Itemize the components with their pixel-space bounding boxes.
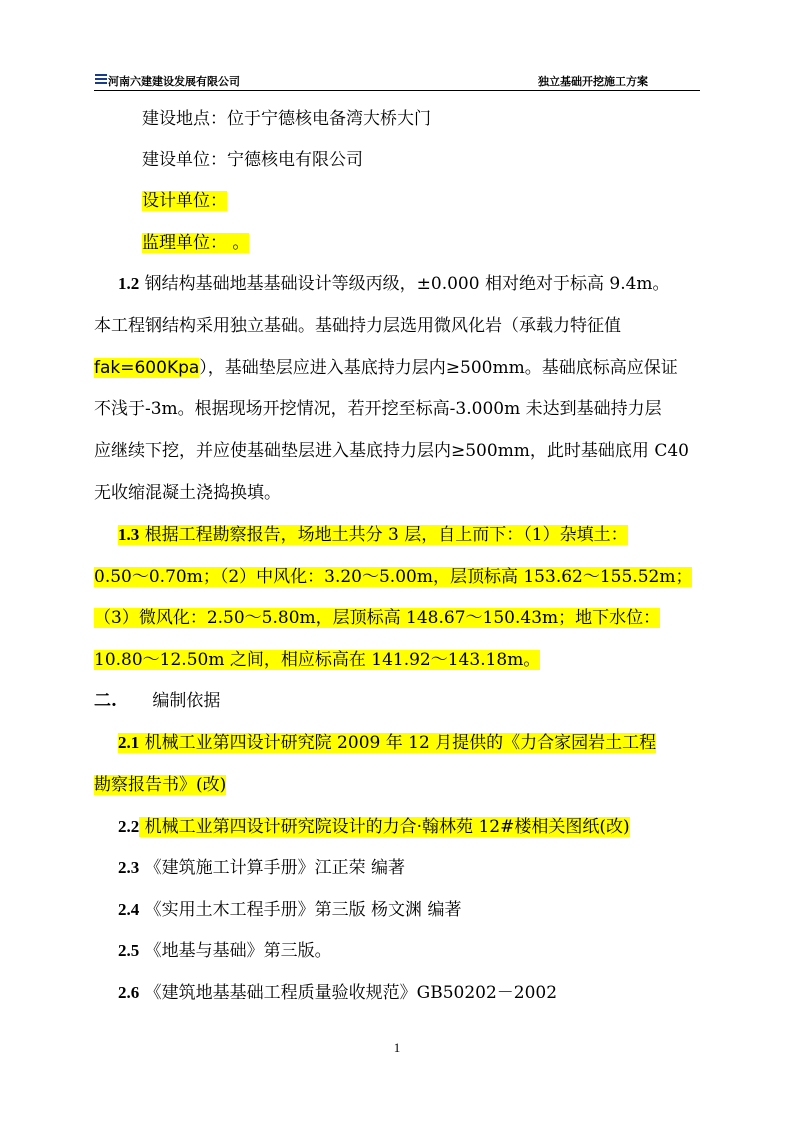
section-2-heading [94, 689, 220, 713]
basis-item-2-2 [118, 815, 728, 839]
basis-number: 2.1 [118, 733, 140, 752]
para-1-2-number: 1.2 [118, 274, 140, 293]
basis-text: 《建筑施工计算手册》江正荣 编著 [139, 858, 406, 878]
fak-value: fak=600Kpa [94, 358, 200, 378]
basis-item-2-6 [118, 981, 728, 1005]
para-1-3-line-3 [94, 606, 704, 630]
basis-text-cont: 勘察报告书》(改) [94, 775, 227, 795]
company-logo-icon [94, 73, 108, 85]
para-1-3-line-1 [118, 523, 728, 547]
para-1-3-text-2: 0.50～0.70m；（2）中风化：3.20～5.00m，层顶标高 153.62～155.52m； [94, 567, 693, 587]
para-1-2-text-3: ），基础垫层应进入基底持力层内≥500mm。基础底标高应保证 [199, 358, 678, 378]
basis-text: 《实用土木工程手册》第三版 杨文渊 编著 [139, 900, 462, 920]
basis-text: 《建筑地基基础工程质量验收规范》GB50202－2002 [139, 983, 558, 1003]
para-1-2-line-6: 无收缩混凝土浇捣换填。 [94, 483, 281, 503]
owner-line: 建设单位：宁德核电有限公司 [142, 150, 363, 170]
company-name: 河南六建建设发展有限公司 [108, 75, 240, 88]
basis-text: 机械工业第四设计研究院设计的力合·翰林苑 12#楼相关图纸(改) [139, 817, 630, 837]
designer-text: 设计单位： [142, 191, 227, 211]
document-title: 独立基础开挖施工方案 [538, 75, 648, 88]
supervisor-line [142, 231, 752, 255]
section-2-title: 编制依据 [152, 691, 221, 711]
section-2-number: 二. [94, 691, 117, 711]
basis-item-2-4 [118, 898, 728, 922]
basis-number: 2.2 [118, 817, 140, 836]
para-1-2-line-4: 不浅于-3m。根据现场开挖情况，若开挖至标高-3.000m 未达到基础持力层 [94, 399, 662, 419]
basis-number: 2.6 [118, 983, 140, 1002]
page-header [94, 70, 700, 91]
para-1-3-text-1: 根据工程勘察报告，场地土共分 3 层，自上而下：（1）杂填土： [139, 525, 628, 545]
designer-line [142, 189, 752, 213]
basis-number: 2.4 [118, 900, 140, 919]
para-1-3-text-3: （3）微风化：2.50～5.80m，层顶标高 148.67～150.43m；地下水位： [94, 608, 661, 628]
basis-item-2-3 [118, 856, 728, 880]
para-1-3-text-4: 10.80～12.50m 之间，相应标高在 141.92～143.18m。 [94, 650, 541, 670]
basis-number: 2.5 [118, 941, 140, 960]
para-1-2-line-1 [118, 272, 728, 296]
basis-item-2-1 [118, 731, 728, 755]
para-1-2-line-5: 应继续下挖，并应使基础垫层进入基底持力层内≥500mm，此时基础底用 C40 [94, 441, 689, 461]
basis-text: 机械工业第四设计研究院 2009 年 12 月提供的《力合家园岩土工程 [139, 733, 657, 753]
para-1-2-line-2: 本工程钢结构采用独立基础。基础持力层选用微风化岩（承载力特征值 [94, 316, 621, 336]
basis-item-2-1-cont [94, 773, 704, 797]
basis-text: 《地基与基础》第三版。 [139, 941, 332, 961]
basis-item-2-5 [118, 939, 728, 963]
location-line: 建设地点：位于宁德核电备湾大桥大门 [142, 109, 431, 129]
para-1-2-text-1: 钢结构基础地基基础设计等级丙级，±0.000 相对绝对于标高 9.4m。 [139, 274, 670, 294]
basis-number: 2.3 [118, 858, 140, 877]
para-1-3-line-2 [94, 565, 704, 589]
page-number: 1 [393, 1040, 401, 1055]
para-1-2-line-3 [94, 356, 704, 380]
para-1-3-line-4 [94, 648, 704, 672]
supervisor-text: 监理单位： 。 [142, 233, 250, 253]
para-1-3-number: 1.3 [118, 525, 140, 544]
